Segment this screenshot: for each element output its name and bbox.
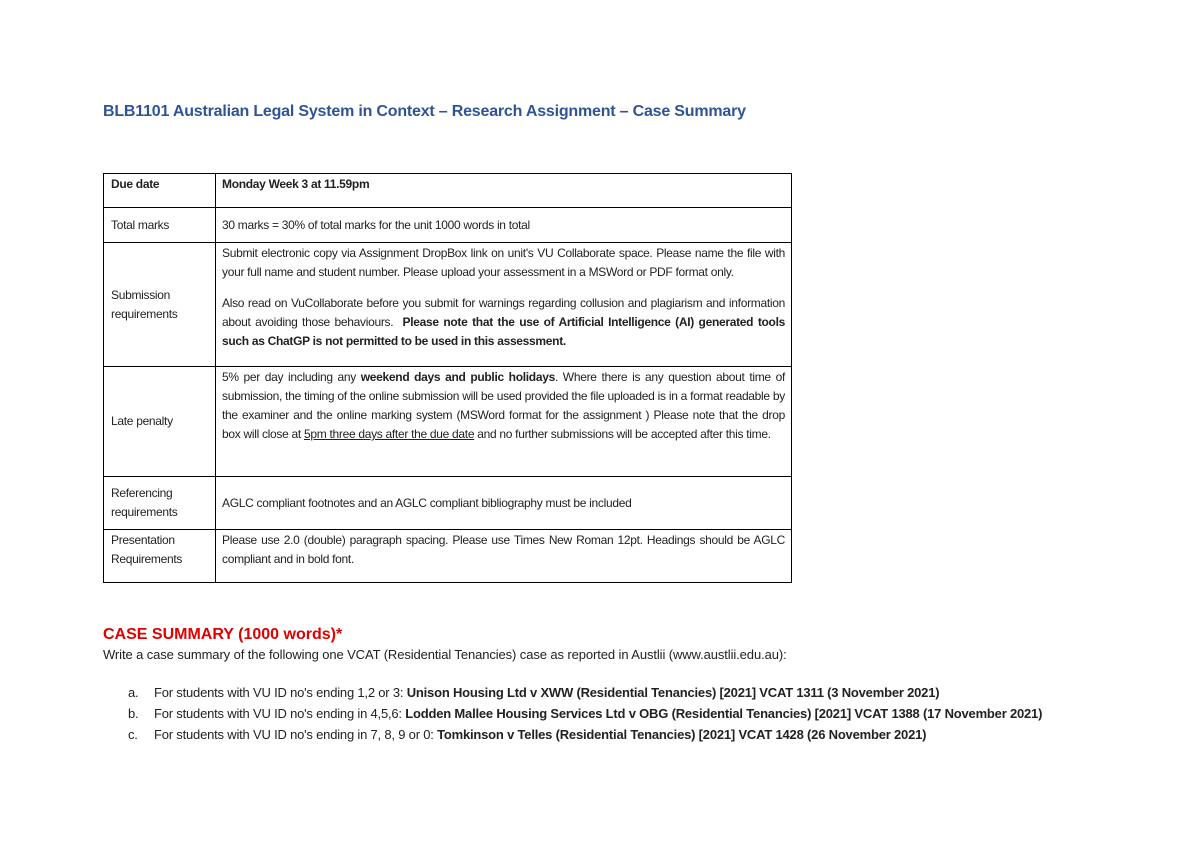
late-penalty-label: Late penalty [104, 367, 216, 477]
case-prefix: For students with VU ID no's ending 1,2 or 3: [154, 685, 407, 700]
case-summary-intro: Write a case summary of the following one VCAT (Residential Tenancies) case as reported in Austlii (www.austlii.edu.au): [103, 647, 787, 662]
case-citation: Unison Housing Ltd v XWW (Residential Tenancies) [2021] VCAT 1311 (3 November 2021) [406, 685, 940, 700]
referencing-label: Referencing requirements [104, 477, 216, 530]
due-date-label: Due date [104, 174, 216, 208]
list-item [103, 682, 1042, 703]
case-list [103, 682, 1042, 745]
submission-note: Also read on VuCollaborate before you submit for warnings regarding collusion and plagiarism and information about avoiding those behaviours. [222, 296, 785, 329]
assessment-info-table [103, 173, 792, 583]
late-penalty-text-2: . Where there is any question about time of submission, the timing of the online submission will be used provided the file uploaded is in a format readable by the examiner and the online marking system (MSWord format for the assignment ) Please note that the drop box will close at [222, 370, 786, 441]
table-row [104, 367, 792, 477]
late-penalty-bold: weekend days and public holidays [360, 370, 555, 384]
late-penalty-value [216, 367, 792, 477]
list-item [103, 703, 1042, 724]
case-prefix: For students with VU ID no's ending in 4,5,6: [154, 706, 406, 721]
table-row [104, 243, 792, 367]
late-penalty-deadline: 5pm three days after the due date [303, 427, 475, 441]
table-row [104, 530, 792, 583]
referencing-value: AGLC compliant footnotes and an AGLC compliant bibliography must be included [216, 477, 792, 530]
submission-value [216, 243, 792, 367]
presentation-label: Presentation Requirements [104, 530, 216, 583]
due-date-value: Monday Week 3 at 11.59pm [216, 174, 792, 208]
document-title: BLB1101 Australian Legal System in Context – Research Assignment – Case Summary [103, 103, 746, 120]
case-prefix: For students with VU ID no's ending in 7, 8, 9 or 0: [154, 727, 438, 742]
list-marker: b. [128, 706, 139, 721]
presentation-value: Please use 2.0 (double) paragraph spacing. Please use Times New Roman 12pt. Headings should be AGLC compliant and in bold font. [216, 530, 792, 583]
submission-paragraph-1: Submit electronic copy via Assignment DropBox link on unit's VU Collaborate space. Please name the file with your full name and student number. Please upload your assessment in a MSWord or PDF format only. [222, 246, 785, 279]
list-marker: a. [128, 685, 139, 700]
list-marker: c. [128, 727, 138, 742]
ai-warning: Please note that the use of Artificial Intelligence (AI) generated tools such as ChatGP is not permitted to be used in this assessment. [222, 315, 785, 348]
late-penalty-text-1: 5% per day including any [222, 370, 361, 384]
submission-paragraph-2 [222, 294, 785, 351]
total-marks-label: Total marks [104, 208, 216, 243]
table-row [104, 174, 792, 208]
late-penalty-text-3: and no further submissions will be accepted after this time. [474, 427, 771, 441]
list-item [103, 724, 1042, 745]
case-summary-heading: CASE SUMMARY (1000 words)* [103, 626, 343, 643]
table-row [104, 477, 792, 530]
total-marks-value: 30 marks = 30% of total marks for the unit 1000 words in total [216, 208, 792, 243]
submission-label: Submission requirements [104, 243, 216, 367]
table-row [104, 208, 792, 243]
case-citation: Tomkinson v Telles (Residential Tenancies) [2021] VCAT 1428 (26 November 2021) [437, 727, 927, 742]
case-citation: Lodden Mallee Housing Services Ltd v OBG (Residential Tenancies) [2021] VCAT 1388 (17 November 2021) [405, 706, 1043, 721]
